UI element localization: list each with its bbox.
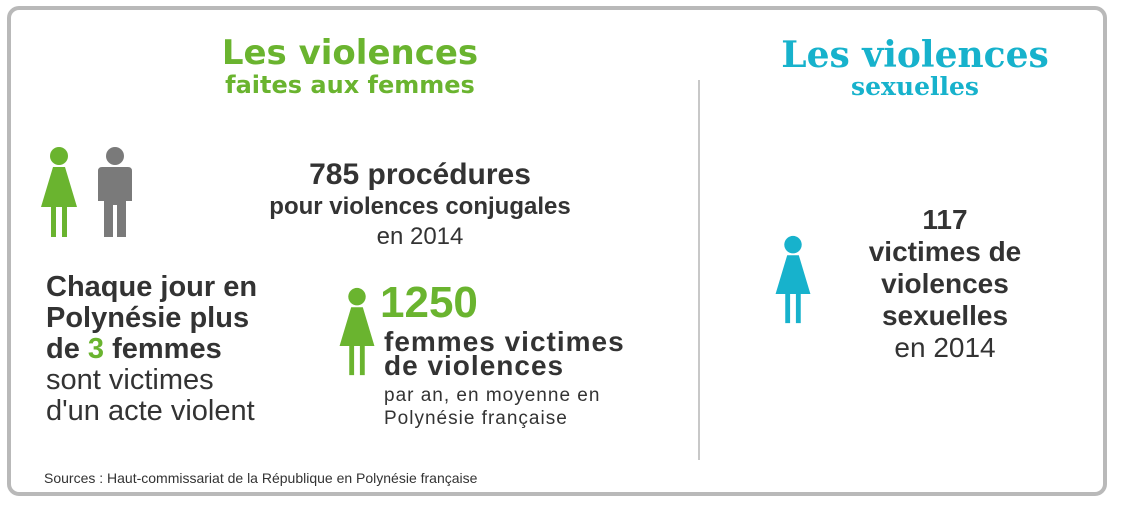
- procedures-stat: [210, 158, 630, 252]
- yearly-victims-stat: [380, 280, 670, 326]
- yearly-victims-line1: femmes victimes: [384, 326, 625, 357]
- procedures-year: en 2014: [376, 223, 464, 250]
- yearly-victims-text: [384, 326, 674, 430]
- left-title-line1: Les violences: [221, 33, 479, 73]
- procedures-label: pour violences conjugales: [269, 193, 571, 220]
- yearly-victims-line3: par an, en moyenne en: [384, 385, 601, 406]
- daily-line2: Polynésie plus: [46, 302, 250, 334]
- daily-line1: Chaque jour en: [46, 271, 258, 303]
- left-panel-title: [180, 34, 520, 98]
- yearly-victims-line2: de violences: [384, 350, 565, 381]
- procedures-count: 785 procédures: [309, 158, 531, 191]
- sexual-violence-stat: [830, 204, 1060, 364]
- woman-icon: [772, 234, 814, 326]
- daily-count-highlight: 3: [87, 333, 105, 365]
- yearly-victims-line4: Polynésie française: [384, 408, 568, 429]
- daily-line4: sont victimes: [46, 364, 214, 396]
- right-title-line2: sexuelles: [851, 72, 979, 101]
- sexual-violence-line2: victimes de: [868, 236, 1022, 267]
- daily-line3-prefix: de: [46, 333, 88, 365]
- daily-stat: [46, 272, 336, 427]
- right-panel-title: [745, 36, 1085, 100]
- sexual-violence-count: 117: [922, 204, 968, 235]
- right-title-line1: Les violences: [781, 34, 1049, 76]
- daily-line5: d'un acte violent: [46, 395, 255, 427]
- sources-footer: Sources : Haut-commissariat de la République en Polynésie française: [44, 470, 478, 486]
- sexual-violence-line4: sexuelles: [881, 300, 1009, 331]
- sexual-violence-year: en 2014: [894, 332, 996, 363]
- woman-icon: [335, 286, 379, 378]
- sexual-violence-line3: violences: [881, 268, 1009, 299]
- yearly-victims-number: 1250: [380, 278, 478, 327]
- man-icon: [96, 145, 134, 240]
- left-title-line2: faites aux femmes: [225, 71, 475, 99]
- woman-icon: [40, 145, 78, 240]
- panel-divider: [698, 80, 700, 460]
- daily-line3: [46, 334, 336, 365]
- daily-line3-suffix: femmes: [104, 333, 222, 365]
